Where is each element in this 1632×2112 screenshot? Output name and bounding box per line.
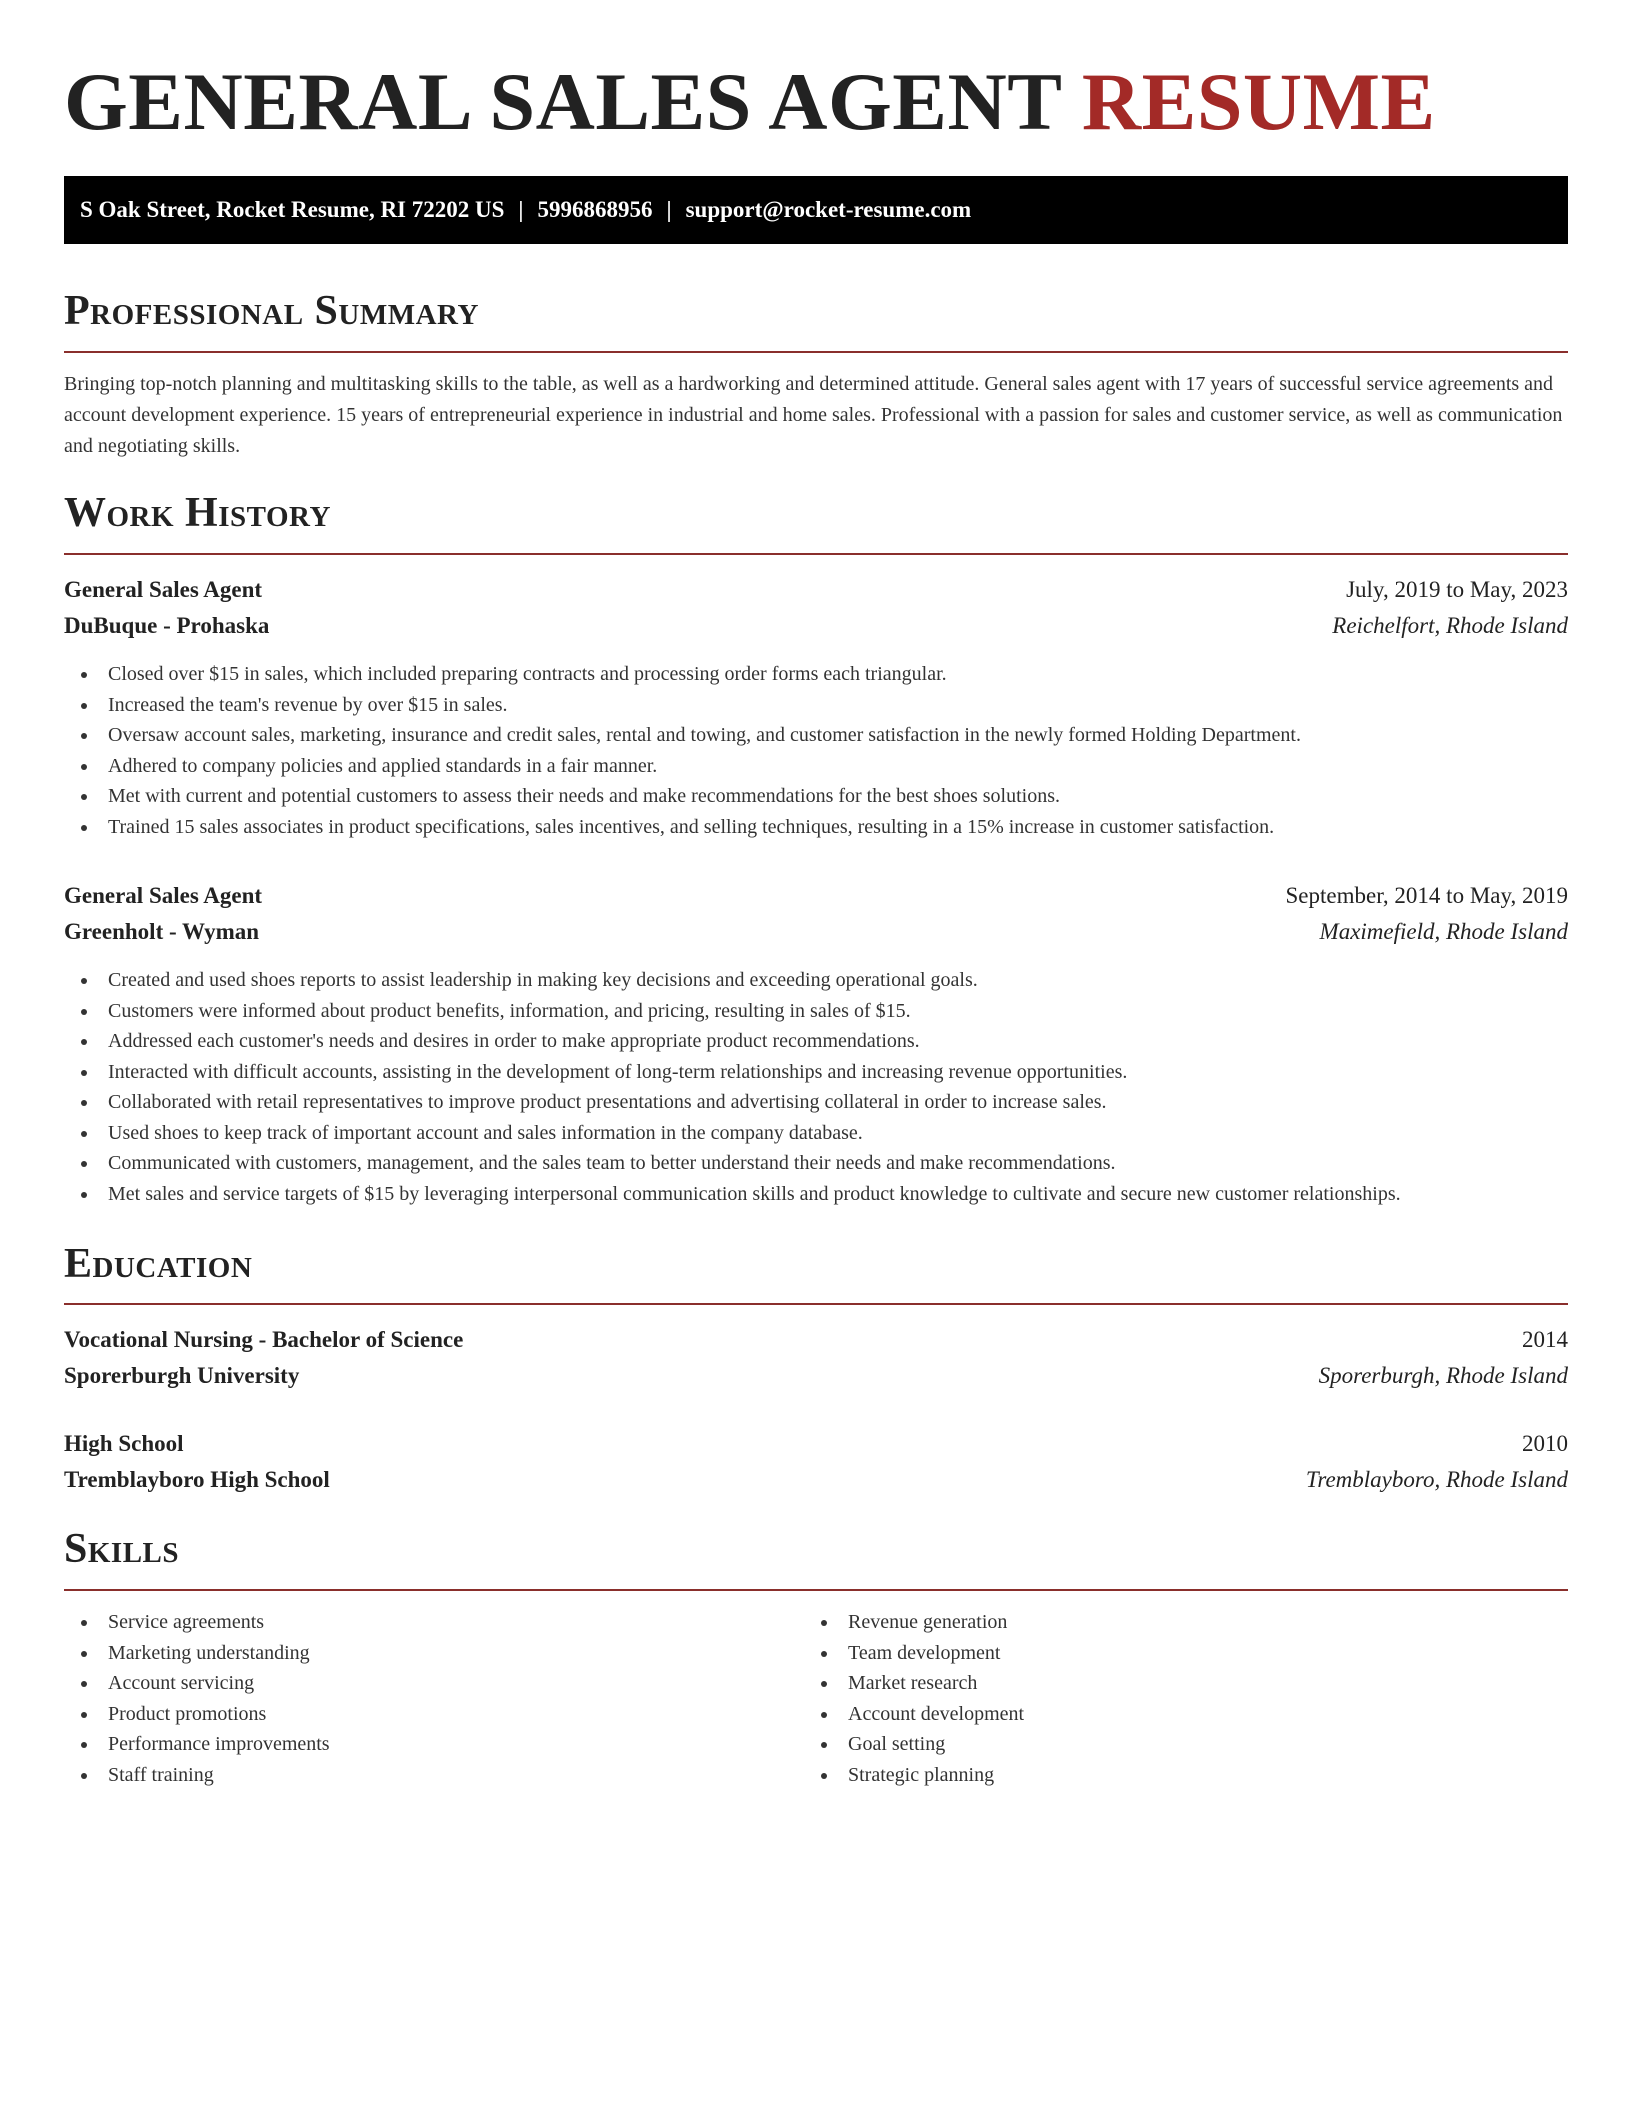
job-bullet: Trained 15 sales associates in product specifications, sales incentives, and selling techniques, resulting in a 15% increase in customer satisfaction. xyxy=(64,812,1568,843)
summary-heading: Professional Summary xyxy=(64,288,479,334)
job-title: General Sales Agent xyxy=(64,577,263,602)
contact-address: S Oak Street, Rocket Resume, RI 72202 US xyxy=(80,197,505,222)
title-main: GENERAL SALES AGENT xyxy=(64,56,1061,147)
job-bullet: Met with current and potential customers to assess their needs and make recommendations for the best shoes solutions. xyxy=(64,781,1568,812)
work-history-heading: Work History xyxy=(64,490,331,536)
job-bullets xyxy=(64,965,1568,1209)
education-degree: Vocational Nursing - Bachelor of Science xyxy=(64,1327,464,1352)
job-bullet: Communicated with customers, management, and the sales team to better understand their needs and make recommendations. xyxy=(64,1148,1568,1179)
job-dates: September, 2014 to May, 2019 xyxy=(1285,883,1568,908)
education-location: Sporerburgh, Rhode Island xyxy=(1318,1363,1568,1388)
job-bullet: Met sales and service targets of $15 by leveraging interpersonal communication skills and product knowledge to cultivate and secure new customer relationships. xyxy=(64,1179,1568,1210)
job-company: DuBuque - Prohaska xyxy=(64,613,270,638)
resume-title xyxy=(64,52,1436,152)
skills-list-right xyxy=(804,1607,1632,1790)
job-title-row xyxy=(64,572,1568,608)
skill-item: Product promotions xyxy=(64,1699,1568,1730)
summary-text: Bringing top-notch planning and multitasking skills to the table, as well as a hardworking and determined attitude. General sales agent with 17 years of successful service agreements and account development experience. 15 years of entrepreneurial experience in industrial and home sales. Professional with a passion for sales and customer service, as well as communication and negotiating skills. xyxy=(64,373,1563,457)
education-year: 2014 xyxy=(1522,1327,1568,1352)
job-bullet: Collaborated with retail representatives to improve product presentations and advertising collateral in order to increase sales. xyxy=(64,1087,1568,1118)
education-degree-row xyxy=(64,1322,1568,1358)
job-bullets xyxy=(64,659,1568,842)
section-divider xyxy=(64,1303,1568,1305)
job-location: Maximefield, Rhode Island xyxy=(1319,919,1568,944)
title-accent: RESUME xyxy=(1081,56,1436,147)
education-school-row xyxy=(64,1462,1568,1498)
job-company: Greenholt - Wyman xyxy=(64,919,260,944)
education-school-row xyxy=(64,1358,1568,1394)
education-heading: Education xyxy=(64,1241,253,1287)
education-school: Sporerburgh University xyxy=(64,1363,300,1388)
job-bullet: Addressed each customer's needs and desires in order to make appropriate product recommendations. xyxy=(64,1026,1568,1057)
contact-bar xyxy=(64,176,1568,244)
education-location: Tremblayboro, Rhode Island xyxy=(1305,1467,1568,1492)
contact-separator: | xyxy=(518,197,524,222)
education-school: Tremblayboro High School xyxy=(64,1467,330,1492)
section-divider xyxy=(64,351,1568,353)
job-bullet: Interacted with difficult accounts, assisting in the development of long-term relationships and increasing revenue opportunities. xyxy=(64,1057,1568,1088)
skill-item: Service agreements xyxy=(64,1607,1568,1638)
skill-item: Performance improvements xyxy=(64,1729,1568,1760)
section-divider xyxy=(64,553,1568,555)
job-dates: July, 2019 to May, 2023 xyxy=(1346,577,1568,602)
skill-item: Marketing understanding xyxy=(64,1638,1568,1669)
job-bullet: Closed over $15 in sales, which included preparing contracts and processing order forms each triangular. xyxy=(64,659,1568,690)
contact-separator: | xyxy=(666,197,672,222)
job-bullet: Adhered to company policies and applied standards in a fair manner. xyxy=(64,751,1568,782)
job-company-row xyxy=(64,914,1568,950)
skill-item: Market research xyxy=(804,1668,1632,1699)
job-company-row xyxy=(64,608,1568,644)
education-year: 2010 xyxy=(1522,1431,1568,1456)
education-degree-row xyxy=(64,1426,1568,1462)
job-title-row xyxy=(64,878,1568,914)
education-degree: High School xyxy=(64,1431,184,1456)
job-bullet: Used shoes to keep track of important account and sales information in the company database. xyxy=(64,1118,1568,1149)
skill-item: Strategic planning xyxy=(804,1760,1632,1791)
job-location: Reichelfort, Rhode Island xyxy=(1332,613,1568,638)
job-bullet: Oversaw account sales, marketing, insurance and credit sales, rental and towing, and customer satisfaction in the newly formed Holding Department. xyxy=(64,720,1568,751)
skills-heading: Skills xyxy=(64,1526,180,1572)
skill-item: Account development xyxy=(804,1699,1632,1730)
job-bullet: Created and used shoes reports to assist leadership in making key decisions and exceeding operational goals. xyxy=(64,965,1568,996)
job-bullet: Customers were informed about product benefits, information, and pricing, resulting in sales of $15. xyxy=(64,996,1568,1027)
contact-phone: 5996868956 xyxy=(537,197,653,222)
skill-item: Revenue generation xyxy=(804,1607,1632,1638)
job-title: General Sales Agent xyxy=(64,883,263,908)
skill-item: Staff training xyxy=(64,1760,1568,1791)
contact-email: support@rocket-resume.com xyxy=(685,197,972,222)
skill-item: Goal setting xyxy=(804,1729,1632,1760)
skill-item: Team development xyxy=(804,1638,1632,1669)
section-divider xyxy=(64,1589,1568,1591)
skill-item: Account servicing xyxy=(64,1668,1568,1699)
job-bullet: Increased the team's revenue by over $15 in sales. xyxy=(64,690,1568,721)
